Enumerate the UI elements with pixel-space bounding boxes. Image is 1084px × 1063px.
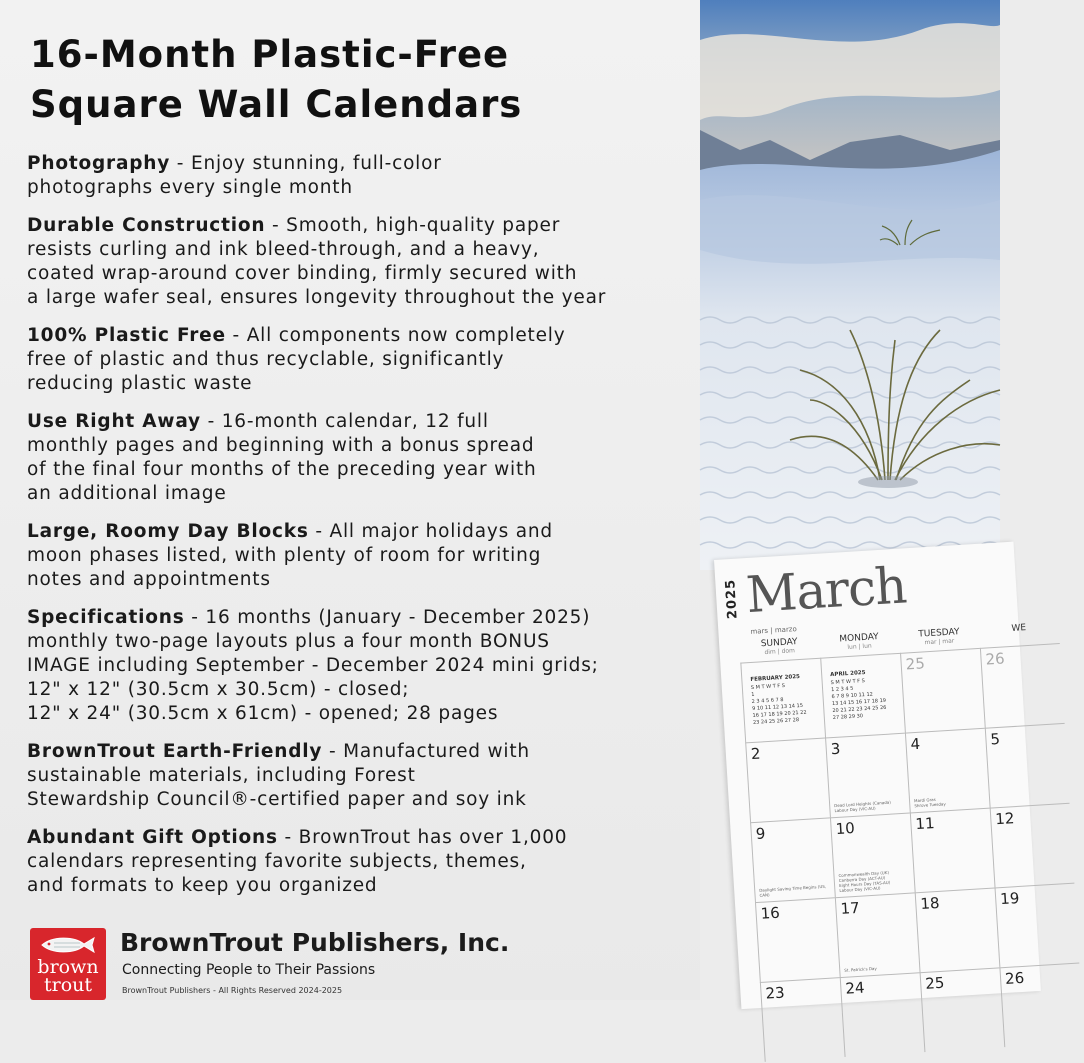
calendar-cell [830, 813, 915, 898]
day-number: 18 [919, 893, 940, 914]
mini-calendar-april [830, 668, 899, 722]
publisher-tagline: Connecting People to Their Passions [122, 962, 376, 978]
day-number: 9 [755, 824, 766, 843]
calendar-cell [750, 817, 835, 902]
logo-word-brown: brown [37, 956, 99, 978]
day-header-tuesday [899, 626, 980, 648]
day-number: 26 [985, 649, 1006, 669]
day-number: 10 [835, 818, 856, 839]
trout-fish-icon [40, 934, 96, 956]
feature-title: Photography [27, 153, 171, 174]
calendar-cell [980, 643, 1065, 728]
mini-calendar-title: APRIL 2025 [830, 669, 866, 679]
feature-gift-options [27, 826, 697, 898]
feature-title: Use Right Away [27, 411, 201, 432]
calendar-cell [999, 962, 1084, 1047]
calendar-month-subtitle: mars | marzo [750, 625, 798, 636]
holiday-note: Dead Lord Heights (Canada) Labour Day (VIC-AU) [834, 799, 891, 814]
holiday-note: St. Patrick's Day [844, 965, 877, 973]
day-header-sub: dim | dom [764, 647, 796, 657]
feature-text: - Smooth, high-quality paper resists curling and ink bleed-through, and a heavy, coated wrap-around cover binding, firmly secured with a large wafer seal, ensures longevity throughout the year [27, 215, 607, 308]
mini-calendar-body: S M T W T F S 1 2 3 4 5 6 7 8 9 10 11 12 13 14 15 16 17 18 19 20 21 22 23 24 25 26 27 28 29 30 [830, 678, 887, 722]
day-header-sub: lun | lun [847, 642, 872, 652]
publisher-block [30, 928, 690, 1000]
feature-text: - Manufactured with sustainable materials, including Forest Stewardship Council®-certified paper and soy ink [27, 741, 530, 810]
feature-plastic-free [27, 324, 697, 396]
feature-text: - BrownTrout has over 1,000 calendars representing favorite subjects, themes, and formats to keep you organized [27, 827, 568, 896]
calendar-cell [900, 648, 985, 733]
calendar-year: 2025 [723, 578, 741, 620]
day-header-name: WE [1011, 623, 1027, 634]
calendar-cell [755, 897, 840, 982]
title-line-2: Square Wall Calendars [30, 83, 523, 126]
day-number: 19 [999, 889, 1020, 909]
day-number: 25 [905, 654, 926, 674]
holiday-note: Daylight Saving Time Begins (US, CAN) [759, 883, 827, 898]
feature-title: Large, Roomy Day Blocks [27, 521, 309, 542]
page-title [30, 30, 690, 130]
day-number: 24 [844, 978, 866, 998]
calendar-cell [910, 808, 995, 893]
feature-text: - All major holidays and moon phases listed, with plenty of room for writing notes and appointments [27, 521, 553, 590]
feature-title: Specifications [27, 607, 185, 628]
day-header-sub: mar | mar [924, 637, 955, 647]
feature-title: Abundant Gift Options [27, 827, 278, 848]
calendar-cell [740, 658, 825, 743]
calendar-photo-white-sands [700, 0, 1000, 570]
feature-list [27, 152, 697, 912]
feature-earth-friendly [27, 740, 697, 812]
calendar-cell [915, 887, 1000, 972]
feature-text: - 16-month calendar, 12 full monthly pages and beginning with a bonus spread of the final four months of the preceding year with an additional image [27, 411, 537, 504]
calendar-cell [985, 723, 1070, 808]
calendar-cell [760, 977, 845, 1062]
publisher-copyright: BrownTrout Publishers - All Rights Reserved 2024-2025 [122, 986, 343, 995]
landscape-image [700, 0, 1000, 570]
logo-word-trout: trout [43, 974, 93, 996]
calendar-cell [990, 803, 1075, 888]
feature-text: - Enjoy stunning, full-color photographs every single month [27, 153, 442, 198]
calendar-cell [745, 738, 830, 823]
day-header-sunday [739, 636, 820, 658]
day-number: 11 [914, 814, 936, 834]
feature-day-blocks [27, 520, 697, 592]
calendar-cell [820, 653, 905, 738]
calendar-cell [840, 972, 925, 1057]
feature-title: BrownTrout Earth-Friendly [27, 741, 323, 762]
mini-calendar-title: FEBRUARY 2025 [750, 673, 801, 683]
holiday-note: Mardi Gras Shrove Tuesday [913, 796, 946, 809]
day-header-name: SUNDAY [760, 637, 798, 650]
day-number: 2 [750, 744, 761, 764]
day-header-wednesday [979, 621, 1059, 636]
day-number: 4 [910, 734, 921, 754]
holiday-note: Commonwealth Day (UK) Canberra Day (ACT-AU) Eight Hours Day (TAS-AU) Labour Day (VIC-AU) [838, 869, 891, 893]
browntrout-logo [30, 928, 106, 1000]
feature-photography [27, 152, 697, 200]
day-number: 17 [839, 898, 861, 918]
feature-specifications [27, 606, 697, 726]
calendar-month-title: March [744, 556, 908, 625]
calendar-cell [825, 733, 910, 818]
publisher-name: BrownTrout Publishers, Inc. [120, 928, 510, 957]
calendar-cell [835, 892, 920, 977]
feature-text: - 16 months (January - December 2025) monthly two-page layouts plus a four month BONUS IMAGE including September - December 2024 mini grids; 12" x 12" (30.5cm x 30.5cm) - closed; 12" x 24" (30.5cm x 61cm) - opened; 28 pages [27, 607, 599, 724]
feature-text: - All components now completely free of plastic and thus recyclable, significantly reducing plastic waste [27, 325, 566, 394]
day-number: 12 [994, 809, 1015, 829]
day-header-name: TUESDAY [918, 627, 960, 640]
day-header-name: MONDAY [839, 632, 879, 645]
calendar-cell [995, 883, 1080, 968]
day-number: 5 [989, 729, 1001, 749]
feature-title: 100% Plastic Free [27, 325, 226, 346]
day-header-monday [819, 631, 900, 653]
calendar-cell [920, 967, 1005, 1052]
feature-title: Durable Construction [27, 215, 266, 236]
mini-calendar-february [750, 673, 819, 727]
feature-durable-construction [27, 214, 697, 310]
feature-use-right-away [27, 410, 697, 506]
day-number: 26 [1004, 968, 1025, 988]
calendar-page-march [714, 542, 1041, 1009]
mini-calendar-body: S M T W T F S 1 2 3 4 5 6 7 8 9 10 11 12 13 14 15 16 17 18 19 20 21 22 23 24 25 26 27 28 [750, 682, 807, 726]
calendar-cell [905, 728, 990, 813]
day-number: 3 [830, 739, 841, 759]
day-number: 16 [760, 903, 781, 923]
title-line-1: 16-Month Plastic-Free [30, 33, 510, 76]
day-number: 25 [924, 973, 945, 993]
day-number: 23 [765, 983, 786, 1003]
